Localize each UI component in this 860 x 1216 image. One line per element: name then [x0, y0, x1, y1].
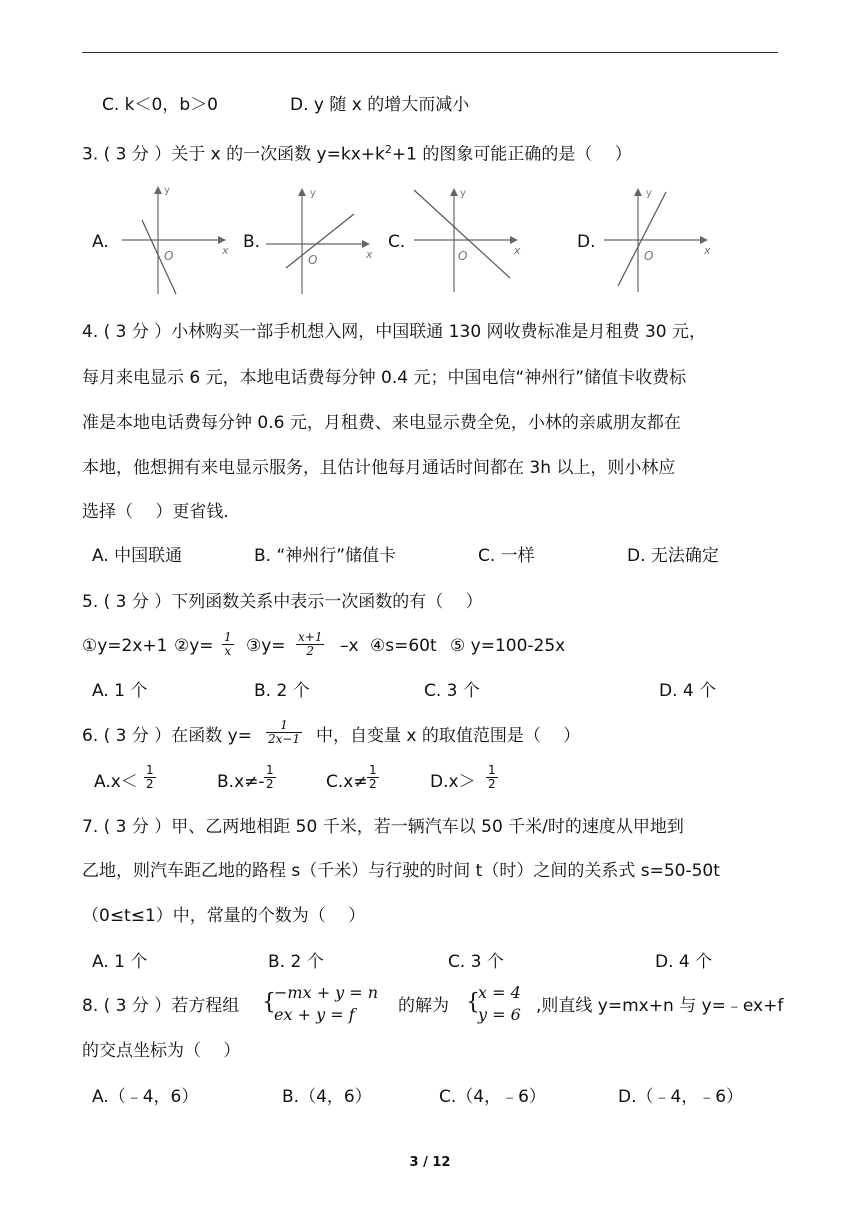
q5-f1: ①y=2x+1	[82, 636, 168, 656]
q6-option-c-fraction: $\frac{1}{2}$	[369, 763, 377, 791]
q2-option-c: C. k＜0，b＞0	[102, 95, 218, 115]
q8-solution-brace: {	[466, 990, 480, 1015]
q5-option-a: A. 1 个	[92, 681, 148, 701]
q8-line-2: 的交点坐标为（ ）	[82, 1041, 241, 1061]
q6-option-b-fraction: $\frac{1}{2}$	[266, 763, 274, 791]
q3-c-x-label: x	[514, 244, 521, 257]
q4-line-2: 每月来电显示 6 元，本地电话费每分钟 0.4 元；中国电信“神州行”储值卡收费标	[82, 368, 687, 388]
q4-line-5: 选择（ ）更省钱.	[82, 502, 229, 522]
q7-option-b: B. 2 个	[268, 952, 324, 972]
q3-d-x-label: x	[704, 244, 711, 257]
q5-f2-fraction: $\frac{1}{x}$	[224, 630, 232, 658]
q3-c-y-label: y	[460, 188, 466, 199]
q8-eq2: ex + y = f	[274, 1005, 355, 1024]
header-rule	[82, 52, 778, 53]
q3-option-a-label: A.	[92, 232, 109, 252]
q4-option-b: B. “神州行”储值卡	[254, 546, 397, 566]
q5-option-b: B. 2 个	[254, 681, 310, 701]
q3-option-d-label: D.	[577, 232, 596, 252]
q8-stem-pre: 8. ( 3 分 ）若方程组	[82, 996, 240, 1016]
q8-sol1: x = 4	[478, 983, 521, 1002]
q6-option-d-fraction: $\frac{1}{2}$	[488, 763, 496, 791]
q5-f3-fraction: $\frac{x+1}{2}$	[298, 630, 323, 658]
q4-line-1: 4. ( 3 分 ）小林购买一部手机想入网，中国联通 130 网收费标准是月租费 30 元，	[82, 322, 706, 342]
q6-option-a-fraction: $\frac{1}{2}$	[146, 763, 154, 791]
q3-a-y-label: y	[164, 185, 170, 196]
q5-option-d: D. 4 个	[659, 681, 717, 701]
q7-option-d: D. 4 个	[655, 952, 713, 972]
q8-option-b: B.（4，6）	[282, 1087, 372, 1107]
q8-option-c: C.（4，﹣6）	[439, 1087, 546, 1107]
q4-option-a: A. 中国联通	[92, 546, 183, 566]
q7-line-1: 7. ( 3 分 ）甲、乙两地相距 50 千米，若一辆汽车以 50 千米/时的速度从甲地到	[82, 817, 684, 837]
q6-stem-post: 中，自变量 x 的取值范围是（ ）	[316, 726, 581, 746]
q3-b-x-label: x	[366, 248, 373, 261]
q3-graph-a	[118, 184, 230, 296]
q3-c-origin: O	[458, 249, 468, 263]
q5-f3-label: ③y=	[246, 636, 286, 656]
q3-a-origin: O	[164, 249, 174, 263]
q4-option-d: D. 无法确定	[627, 546, 719, 566]
q5-f3-tail: –x	[340, 636, 359, 656]
q5-stem: 5. ( 3 分 ）下列函数关系中表示一次函数的有（ ）	[82, 592, 483, 612]
q6-option-b: B.x≠-	[217, 772, 265, 792]
q6-option-c: C.x≠	[326, 772, 368, 792]
q4-option-c: C. 一样	[478, 546, 535, 566]
q2-option-d: D. y 随 x 的增大而减小	[290, 95, 470, 115]
q3-graph-b	[262, 184, 378, 296]
q6-option-d: D.x＞	[430, 772, 476, 792]
q3-graph-d	[600, 182, 716, 294]
q3-option-b-label: B.	[243, 232, 261, 252]
q3-a-x-label: x	[222, 244, 229, 257]
q6-option-a: A.x＜	[94, 772, 138, 792]
q3-graph-c	[410, 182, 526, 294]
q7-option-a: A. 1 个	[92, 952, 148, 972]
q6-stem-pre: 6. ( 3 分 ）在函数 y=	[82, 726, 252, 746]
q7-option-c: C. 3 个	[448, 952, 504, 972]
q5-f4: ④s=60t	[370, 636, 437, 656]
q3-stem: 3. ( 3 分 ）关于 x 的一次函数 $y=kx+k^2+1$ 的图象可能正确的是（ ）	[82, 143, 632, 165]
q7-line-2: 乙地，则汽车距乙地的路程 s（千米）与行驶的时间 t（时）之间的关系式 s=50-50t	[82, 861, 720, 881]
q5-option-c: C. 3 个	[424, 681, 480, 701]
q3-b-origin: O	[308, 253, 318, 267]
q8-stem-post: ,则直线 y=mx+n 与 y=﹣ex+f	[536, 996, 784, 1016]
q4-line-4: 本地，他想拥有来电显示服务，且估计他每月通话时间都在 3h 以上，则小林应	[82, 458, 676, 478]
q5-f2-label: ②y=	[174, 636, 214, 656]
page-number: 3 / 12	[409, 1155, 451, 1170]
q8-mid: 的解为	[398, 996, 449, 1016]
q7-line-3: （0≤t≤1）中，常量的个数为（ ）	[82, 906, 366, 926]
q8-eq1: −mx + y = n	[274, 983, 379, 1002]
q8-system	[274, 982, 378, 1026]
q3-d-y-label: y	[646, 188, 652, 199]
q8-sol2: y = 6	[478, 1005, 521, 1024]
q8-solution	[478, 982, 521, 1026]
q8-option-d: D.（﹣4，﹣6）	[618, 1087, 744, 1107]
q3-b-y-label: y	[310, 188, 316, 199]
q5-f5: ⑤ y=100-25x	[450, 636, 566, 656]
q8-system-brace: {	[262, 990, 276, 1015]
q4-line-3: 准是本地电话费每分钟 0.6 元，月租费、来电显示费全免，小林的亲戚朋友都在	[82, 413, 681, 433]
q3-option-c-label: C.	[388, 232, 406, 252]
q6-fraction: $\frac{1}{2x-1}$	[268, 718, 301, 746]
q8-option-a: A.（﹣4，6）	[92, 1087, 199, 1107]
q3-d-origin: O	[644, 249, 654, 263]
